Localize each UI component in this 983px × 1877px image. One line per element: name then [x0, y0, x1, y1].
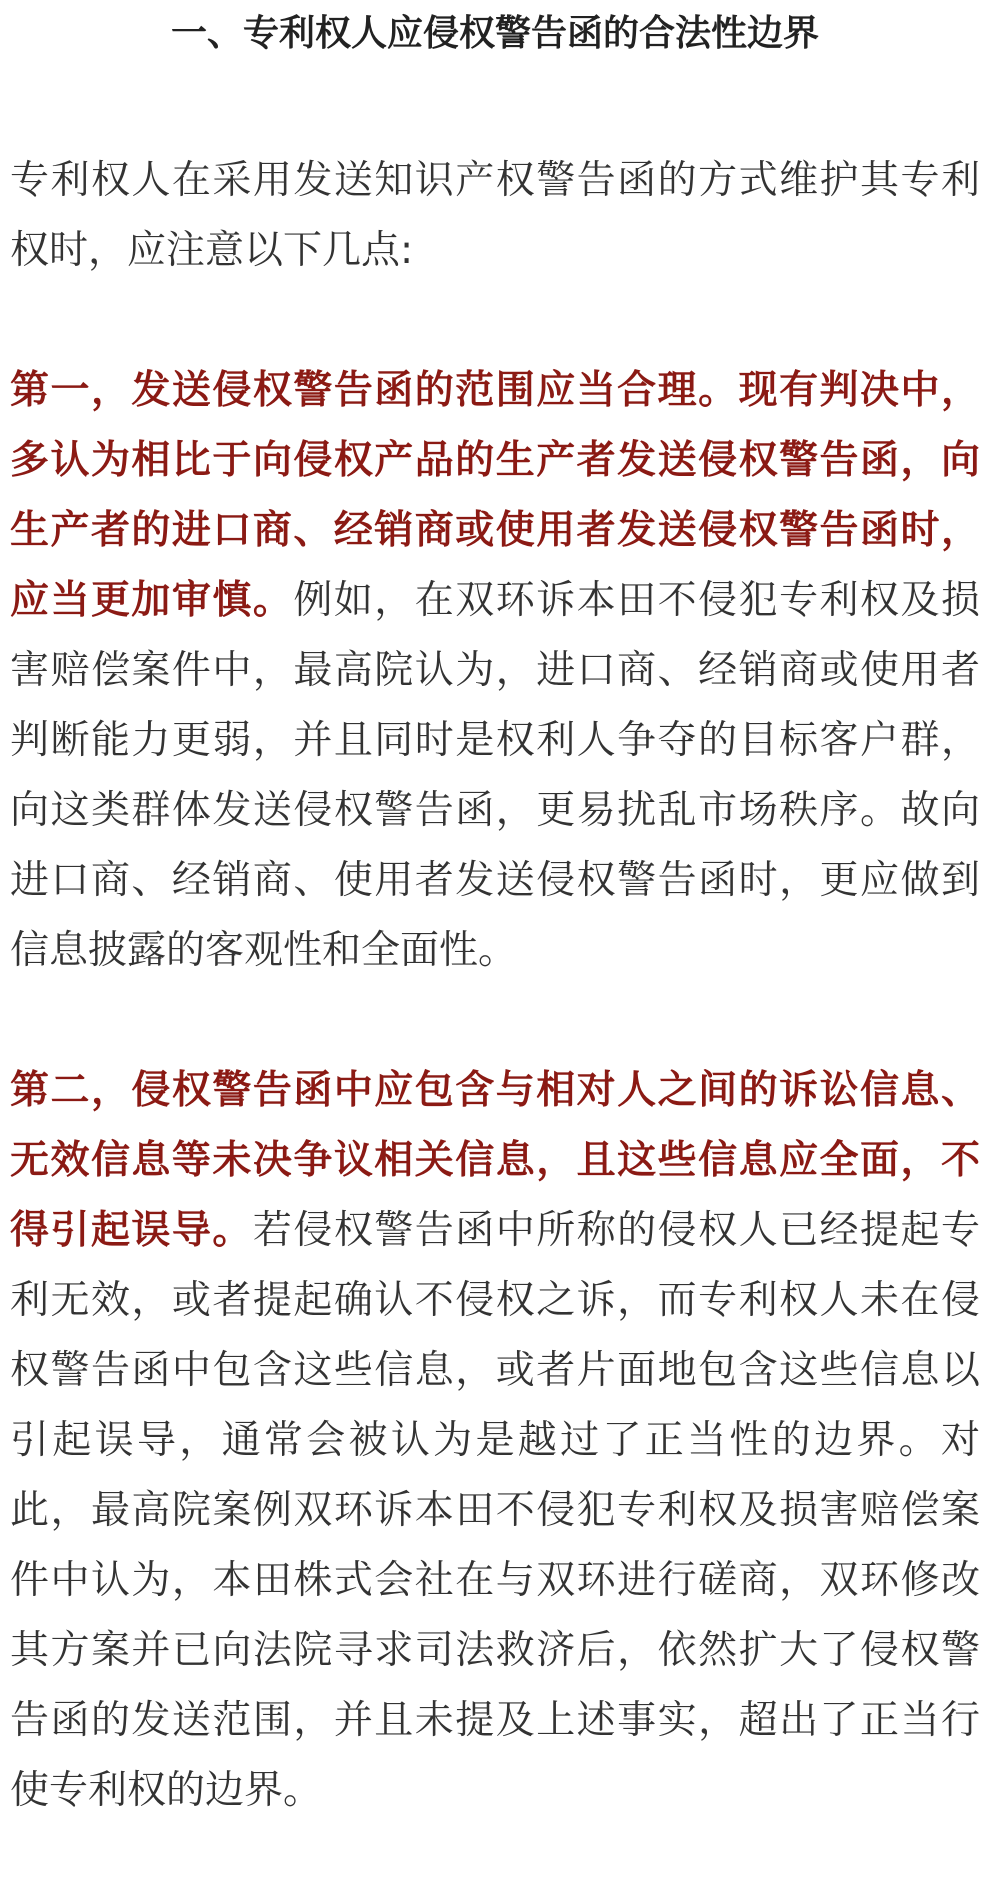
point-one-emphasis: 第一，发送侵权警告函的范围应当合理。现有判决中，多认为相比于向侵权产品的生产者发送侵权警告函，向生产者的进口商、经销商或使用者发送侵权警告函时，应当更加审慎。 — [10, 368, 980, 623]
point-one-paragraph — [10, 356, 980, 986]
section-heading: 一、专利权人应侵权警告函的合法性边界 — [170, 13, 819, 54]
point-two-body: 若侵权警告函中所称的侵权人已经提起专利无效，或者提起确认不侵权之诉，而专利权人未在侵权警告函中包含这些信息，或者片面地包含这些信息以引起误导，通常会被认为是越过了正当性的边界。对此，最高院案例双环诉本田不侵犯专利权及损害赔偿案件中认为，本田株式会社在与双环进行磋商，双环修改其方案并已向法院寻求司法救济后，依然扩大了侵权警告函的发送范围，并且未提及上述事实，超出了正当行使专利权的边界。 — [10, 1208, 980, 1813]
intro-paragraph: 专利权人在采用发送知识产权警告函的方式维护其专利权时，应注意以下几点: — [10, 158, 980, 273]
article — [10, 0, 980, 1826]
point-one-body: 例如，在双环诉本田不侵犯专利权及损害赔偿案件中，最高院认为，进口商、经销商或使用者判断能力更弱，并且同时是权利人争夺的目标客户群，向这类群体发送侵权警告函，更易扰乱市场秩序。故向进口商、经销商、使用者发送侵权警告函时，更应做到信息披露的客观性和全面性。 — [10, 578, 980, 973]
point-two-paragraph — [10, 1056, 980, 1826]
point-two-emphasis: 第二，侵权警告函中应包含与相对人之间的诉讼信息、无效信息等未决争议相关信息，且这些信息应全面，不得引起误导。 — [10, 1068, 980, 1253]
